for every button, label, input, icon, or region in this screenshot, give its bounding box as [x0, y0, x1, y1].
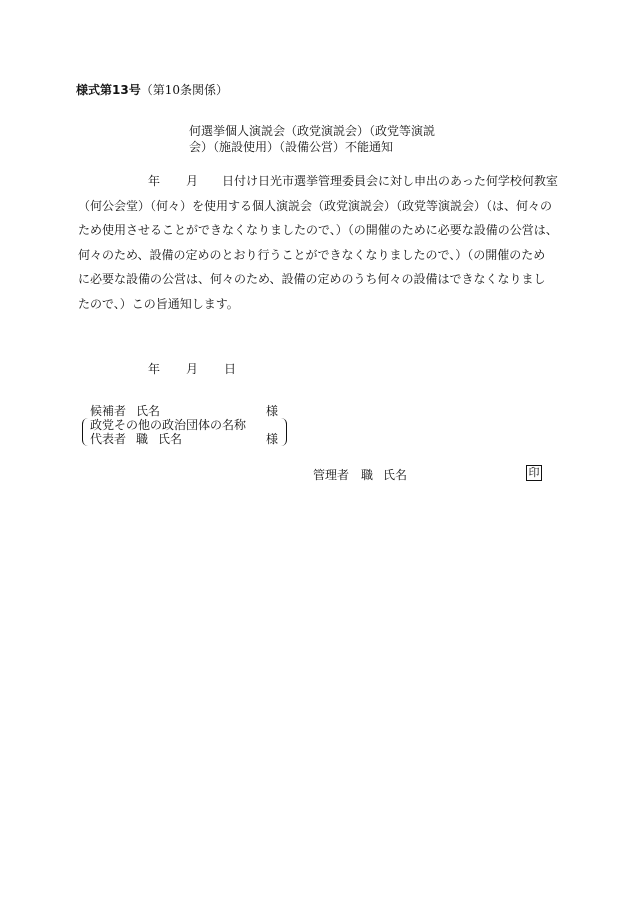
- date-year: 年: [148, 362, 161, 376]
- candidate-row: [90, 404, 290, 418]
- notice-date: [148, 361, 236, 377]
- title-line-2: 会）（施設使用）（設備公営）不能通知: [189, 140, 394, 154]
- manager-label: 管理者: [313, 468, 350, 482]
- rep-name-label: 氏名: [158, 432, 183, 446]
- honorific-1: 様: [266, 404, 279, 418]
- candidate-label: 候補者: [90, 404, 127, 418]
- rep-label: 代表者: [90, 432, 127, 446]
- title-line-1: 何選挙個人演説会（政党演説会）（政党等演説: [189, 124, 436, 138]
- manager-title: 職: [361, 468, 374, 482]
- form-number: [76, 82, 228, 98]
- seal-stamp: 印: [526, 465, 542, 481]
- document-title: [189, 123, 459, 155]
- candidate-name-label: 氏名: [136, 404, 161, 418]
- party-label: 政党その他の政治団体の名称: [90, 418, 247, 432]
- notice-body: [78, 169, 558, 316]
- bracket-right: [280, 418, 287, 446]
- party-row: [90, 418, 290, 432]
- body-line-2: （何公会堂）（何々）を使用する個人演説会（政党演説会）（政党等演説会）（は、何々の: [78, 198, 553, 213]
- bracket-left: [82, 418, 89, 446]
- rep-title: 職: [136, 432, 149, 446]
- representative-row: [90, 432, 290, 446]
- body-line-6: たので、）この旨通知します。: [78, 296, 239, 311]
- body-line-5: に必要な設備の公営は、何々のため、設備の定めのうち何々の設備はできなくなりまし: [78, 272, 546, 286]
- body-year: 年: [148, 174, 161, 188]
- body-month: 月: [186, 174, 199, 188]
- manager-name-label: 氏名: [383, 468, 408, 482]
- manager-signature: [313, 467, 407, 483]
- form-number-label: 様式第13号: [76, 83, 141, 97]
- honorific-2: 様: [266, 432, 279, 446]
- date-day: 日: [224, 362, 237, 376]
- body-line-1-text: 日付け日光市選挙管理委員会に対し申出のあった何学校何教室: [222, 174, 558, 188]
- body-line-1: [78, 169, 558, 194]
- body-line-4: 何々のため、設備の定めのとおり行うことができなくなりましたので、）（の開催のため: [78, 247, 546, 262]
- date-month: 月: [186, 362, 199, 376]
- addressee-block: [90, 404, 290, 446]
- form-relation: （第10条関係）: [140, 83, 228, 97]
- body-line-3: ため使用させることができなくなりましたので、）（の開催のために必要な設備の公営は、: [78, 223, 558, 237]
